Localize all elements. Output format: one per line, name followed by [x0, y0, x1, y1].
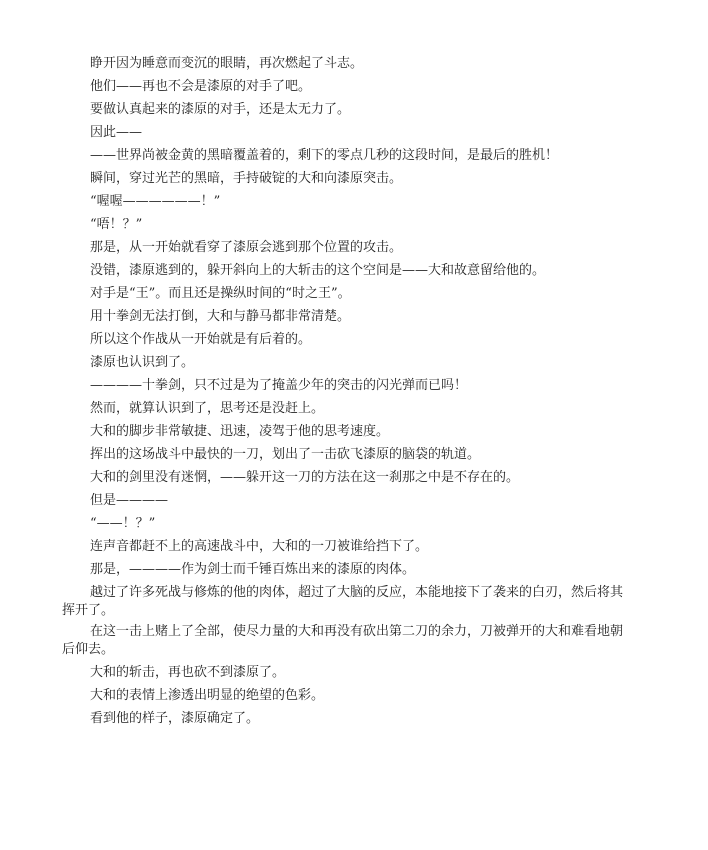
- paragraph: 然而，就算认识到了，思考还是没赶上。: [90, 401, 325, 416]
- paragraph: 看到他的样子，漆原确定了。: [90, 711, 260, 726]
- document-page: [62, 52, 630, 730]
- paragraph: 那是，从一开始就看穿了漆原会逃到那个位置的攻击。: [90, 240, 403, 255]
- paragraph: 挥出的这场战斗中最快的一刀，划出了一击砍飞漆原的脑袋的轨道。: [90, 447, 481, 462]
- paragraph: “喔喔——————！”: [90, 194, 221, 209]
- paragraph: 没错，漆原逃到的，躲开斜向上的大斩击的这个空间是——大和故意留给他的。: [90, 263, 546, 278]
- paragraph: 睁开因为睡意而变沉的眼睛，再次燃起了斗志。: [90, 56, 364, 71]
- paragraph: 对手是“王”。而且还是操纵时间的“时之王”。: [90, 286, 351, 301]
- paragraph: 越过了许多死战与修炼的他的肉体，超过了大脑的反应，本能地接下了袭来的白刃，然后将其挥开了。: [62, 585, 624, 618]
- paragraph: 用十拳剑无法打倒，大和与静马都非常清楚。: [90, 309, 351, 324]
- paragraph: 在这一击上赌上了全部，使尽力量的大和再没有砍出第二刀的余力，刀被弹开的大和难看地朝后仰去。: [62, 624, 624, 657]
- paragraph: 那是，————作为剑士而千锤百炼出来的漆原的肉体。: [90, 562, 416, 577]
- paragraph: 所以这个作战从一开始就是有后着的。: [90, 332, 312, 347]
- paragraph: 大和的剑里没有迷惘，——躲开这一刀的方法在这一刹那之中是不存在的。: [90, 470, 520, 485]
- paragraph: “唔！？”: [90, 217, 143, 232]
- paragraph: 但是————: [90, 493, 169, 508]
- paragraph: ——世界尚被金黄的黑暗覆盖着的，剩下的零点几秒的这段时间，是最后的胜机！: [90, 148, 559, 163]
- paragraph: 大和的斩击，再也砍不到漆原了。: [90, 665, 286, 680]
- paragraph: 漆原也认识到了。: [90, 355, 195, 370]
- paragraph: 他们——再也不会是漆原的对手了吧。: [90, 79, 312, 94]
- paragraph: 要做认真起来的漆原的对手，还是太无力了。: [90, 102, 351, 117]
- paragraph: ————十拳剑，只不过是为了掩盖少年的突击的闪光弹而已吗！: [90, 378, 468, 393]
- paragraph: 因此——: [90, 125, 143, 140]
- paragraph: 连声音都赶不上的高速战斗中，大和的一刀被谁给挡下了。: [90, 539, 429, 554]
- paragraph: 大和的表情上渗透出明显的绝望的色彩。: [90, 688, 325, 703]
- paragraph: “——！？”: [90, 516, 156, 531]
- paragraph: 大和的脚步非常敏捷、迅速，凌驾于他的思考速度。: [90, 424, 390, 439]
- paragraph: 瞬间，穿过光芒的黑暗，手持破锭的大和向漆原突击。: [90, 171, 403, 186]
